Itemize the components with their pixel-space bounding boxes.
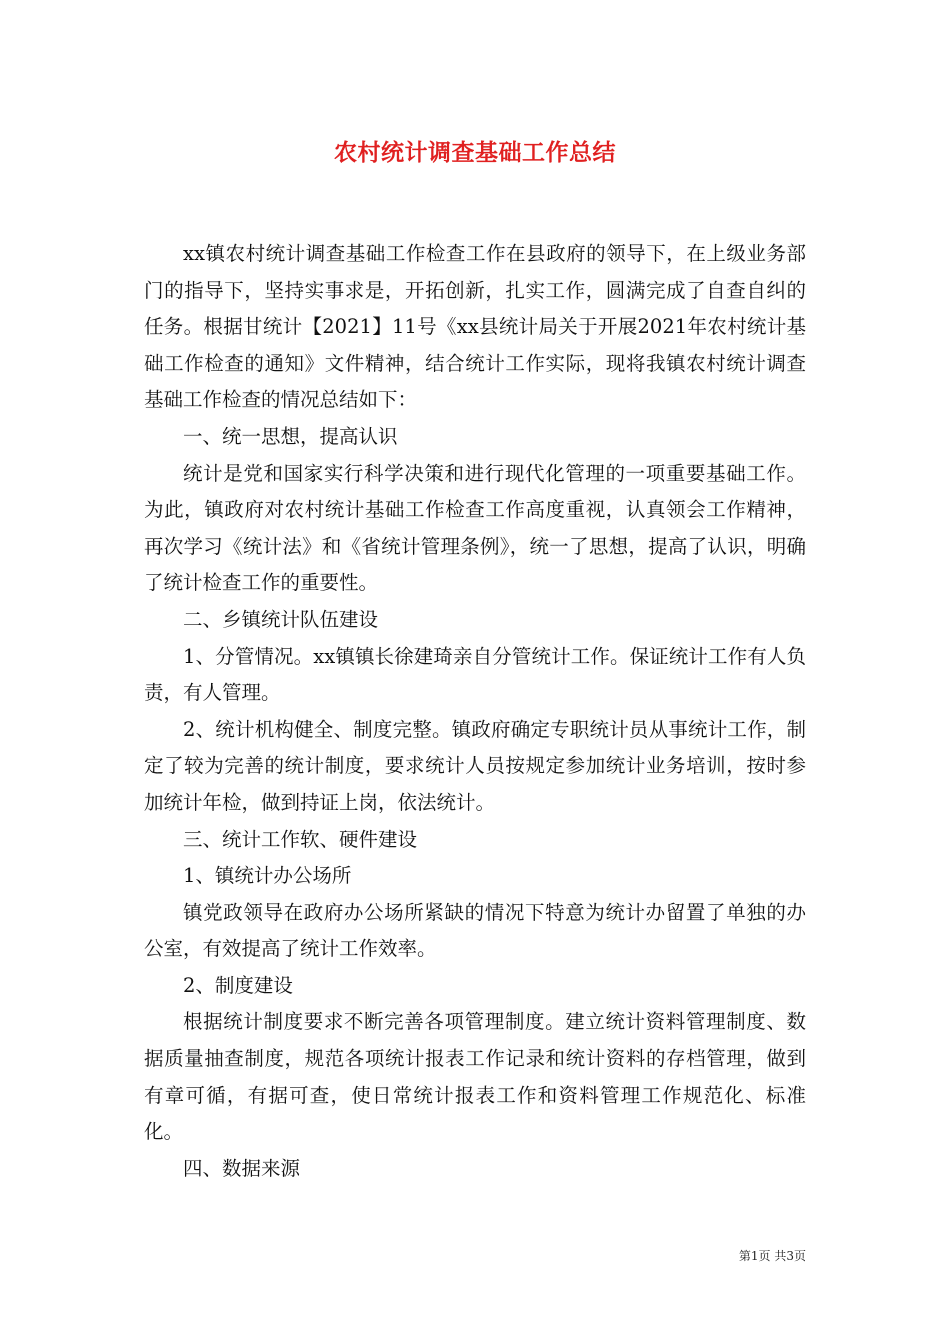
paragraph: 根据统计制度要求不断完善各项管理制度。建立统计资料管理制度、数据质量抽查制度，规范各项统计报表工作记录和统计资料的存档管理，做到有章可循，有据可查，使日常统计报表工作和资料管理工作规范化、标准化。 (144, 1010, 806, 1144)
page-number: 第1页 共3页 (738, 1249, 806, 1263)
document-body (144, 236, 806, 1187)
paragraph: 1、分管情况。xx镇镇长徐建琦亲自分管统计工作。保证统计工作有人负责，有人管理。 (144, 644, 806, 705)
section-heading-1: 一、统一思想，提高认识 (183, 424, 398, 448)
subsection-heading: 2、制度建设 (183, 973, 293, 997)
paragraph: 镇党政领导在政府办公场所紧缺的情况下特意为统计办留置了单独的办公室，有效提高了统计工作效率。 (144, 900, 806, 961)
document-title: 农村统计调查基础工作总结 (334, 139, 616, 166)
subsection-heading: 1、镇统计办公场所 (183, 864, 352, 888)
section-heading-4: 四、数据来源 (183, 1156, 301, 1180)
section-heading-3: 三、统计工作软、硬件建设 (183, 827, 418, 851)
section-heading-2: 二、乡镇统计队伍建设 (183, 607, 379, 631)
paragraph: 2、统计机构健全、制度完整。镇政府确定专职统计员从事统计工作，制定了较为完善的统计制度，要求统计人员按规定参加统计业务培训，按时参加统计年检，做到持证上岗，依法统计。 (144, 717, 806, 814)
paragraph: 统计是党和国家实行科学决策和进行现代化管理的一项重要基础工作。为此，镇政府对农村统计基础工作检查工作高度重视，认真领会工作精神，再次学习《统计法》和《省统计管理条例》，统一了思想，提高了认识，明确了统计检查工作的重要性。 (144, 461, 806, 595)
intro-paragraph: xx镇农村统计调查基础工作检查工作在县政府的领导下，在上级业务部门的指导下，坚持实事求是，开拓创新，扎实工作，圆满完成了自查自纠的任务。根据甘统计【2021】11号《xx县统计局关于开展2021年农村统计基础工作检查的通知》文件精神，结合统计工作实际，现将我镇农村统计调查基础工作检查的情况总结如下： (144, 242, 806, 412)
